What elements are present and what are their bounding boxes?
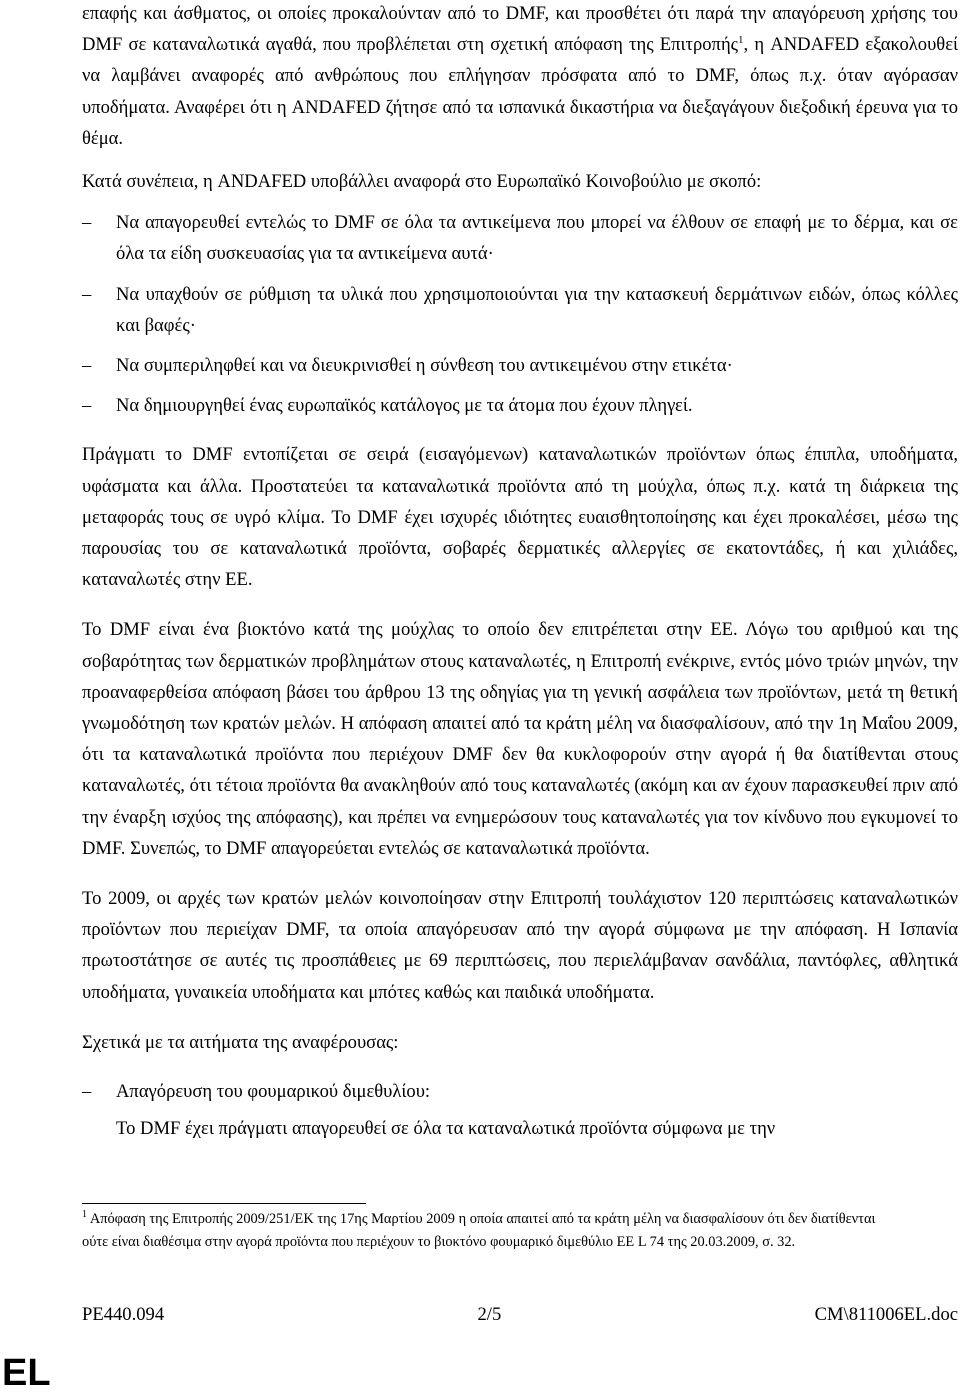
footnote-ref[interactable]: 1 — [738, 34, 744, 47]
language-mark: EL — [2, 1352, 51, 1394]
paragraph-1 — [82, 0, 958, 154]
footnote-divider — [82, 1203, 366, 1204]
bullet-dash: – — [82, 395, 92, 417]
list-item — [82, 1076, 958, 1107]
document-page — [82, 0, 958, 1145]
footnote — [82, 1208, 902, 1253]
list-item-text: Να απαγορευθεί εντελώς το DMF σε όλα τα αντικείμενα που μπορεί να έλθουν σε επαφή με το δέρμα, και σε όλα τα είδη συσκευασίας για τα αντικείμενα αυτά· — [116, 212, 958, 265]
bullet-dash: – — [82, 212, 92, 234]
paragraph-5: Το 2009, οι αρχές των κρατών μελών κοινοποίησαν στην Επιτροπή τουλάχιστον 120 περιπτώσεις καταναλωτικών προϊόντων που περιείχαν DMF, τα οποία απαγόρευσαν από την αγορά σύμφωνα με την απόφαση. Η Ισπανία πρωτοστάτησε σε αυτές τις προσπάθειες με 69 περιπτώσεις, που περιελάμβαναν σανδάλια, παντόφλες, αθλητικά υποδήματα, γυναικεία υποδήματα και μπότες καθώς και παιδικά υποδήματα. — [82, 888, 958, 1003]
list-item-text: Απαγόρευση του φουμαρικού διμεθυλίου: — [116, 1081, 431, 1103]
footnote-text: Απόφαση της Επιτροπής 2009/251/ΕΚ της 17ης Μαρτίου 2009 η οποία απαιτεί από τα κράτη μέλη να διασφαλίσουν ότι δεν διατίθενται ούτε είναι διαθέσιμα στην αγορά προϊόντα που περιέχουν το βιοκτόνο φουμαρικό διμεθύλιο ΕΕ L 74 της 20.03.2009, σ. 32. — [82, 1211, 876, 1250]
paragraph-6: Σχετικά με τα αιτήματα της αναφέρουσας: — [82, 1031, 399, 1053]
footer-page-number: 2/5 — [477, 1304, 502, 1325]
list-item — [82, 390, 958, 421]
footer-filename: CM\811006EL.doc — [814, 1304, 958, 1325]
paragraph-3: Πράγματι το DMF εντοπίζεται σε σειρά (εισαγόμενων) καταναλωτικών προϊόντων όπως έπιπλα, υποδήματα, υφάσματα και άλλα. Προστατεύει τα καταναλωτικά προϊόντα από τη μούχλα, όπως π.χ. κατά τη διάρκεια της μεταφοράς τους σε υγρό κλίμα. Το DMF έχει ισχυρές ιδιότητες ευαισθητοποίησης και έχει προκαλέσει, μέσω της παρουσίας του σε καταναλωτικά προϊόντα, σοβαρές δερματικές αλλεργίες σε εκατοντάδες, ή και χιλιάδες, καταναλωτές στην ΕΕ. — [82, 444, 958, 591]
list-item-text: Να συμπεριληφθεί και να διευκρινισθεί η σύνθεση του αντικειμένου στην ετικέτα· — [116, 355, 733, 377]
response-list — [82, 1076, 958, 1107]
list-item-text: Να υπαχθούν σε ρύθμιση τα υλικά που χρησιμοποιούνται για την κατασκευή δερμάτινων ειδών, όπως κόλλες και βαφές· — [116, 283, 958, 336]
paragraph-4: Το DMF είναι ένα βιοκτόνο κατά της μούχλας το οποίο δεν επιτρέπεται στην ΕΕ. Λόγω του αριθμού και της σοβαρότητας των δερματικών προβλημάτων στους καταναλωτές, η Επιτροπή ενέκρινε, εντός μόνο τριών μηνών, την προαναφερθείσα απόφαση βάσει του άρθρου 13 της οδηγίας για τη γενική ασφάλεια των προϊόντων, μετά τη θετική γνωμοδότηση των κρατών μελών. Η απόφαση απαιτεί από τα κράτη μέλη να διασφαλίσουν, από την 1η Μαΐου 2009, ότι τα καταναλωτικά προϊόντα που περιέχουν DMF δεν θα κυκλοφορούν στην αγορά ή θα διατίθενται στους καταναλωτές, ότι τέτοια προϊόντα θα ανακληθούν από τους καταναλωτές (ακόμη και αν έχουν παρασκευθεί πριν από την έναρξη ισχύος της απόφασης), και πρέπει να ενημερώσουν τους καταναλωτές για τον κίνδυνο που εγκυμονεί το DMF. Συνεπώς, το DMF απαγορεύεται εντελώς σε καταναλωτικά προϊόντα. — [82, 619, 958, 859]
paragraph-2: Κατά συνέπεια, η ANDAFED υποβάλλει αναφορά στο Ευρωπαϊκό Κοινοβούλιο με σκοπό: — [82, 171, 762, 193]
page-footer — [82, 1304, 958, 1326]
list-item — [82, 207, 958, 269]
bullet-dash: – — [82, 355, 92, 377]
paragraph-7: Το DMF έχει πράγματι απαγορευθεί σε όλα τα καταναλωτικά προϊόντα σύμφωνα με την — [116, 1118, 776, 1140]
bullet-dash: – — [82, 1081, 92, 1103]
paragraph-1-text-cont: , η ANDAFED εξακολουθεί να λαμβάνει αναφορές από ανθρώπους που επλήγησαν πρόσφατα από το DMF, όπως π.χ. όταν αγόρασαν υποδήματα. Αναφέρει ότι η ANDAFED ζήτησε από τα ισπανικά δικαστήρια να διεξαγάγουν διεξοδική έρευνα για το θέμα. — [82, 34, 959, 149]
paragraph-1-text: επαφής και άσθματος, οι οποίες προκαλούνταν από το DMF, και προσθέτει ότι παρά την απαγόρευση χρήσης του DMF σε καταναλωτικά αγαθά, που προβλέπεται στη σχετική απόφαση της Επιτροπής — [82, 3, 958, 56]
footnote-number: 1 — [82, 1209, 87, 1221]
list-item-text: Να δημιουργηθεί ένας ευρωπαϊκός κατάλογος με τα άτομα που έχουν πληγεί. — [116, 395, 693, 417]
list-item — [82, 279, 958, 341]
bullet-dash: – — [82, 283, 92, 305]
footer-reference: PE440.094 — [82, 1304, 165, 1325]
list-item — [82, 350, 958, 381]
request-list — [82, 207, 958, 421]
